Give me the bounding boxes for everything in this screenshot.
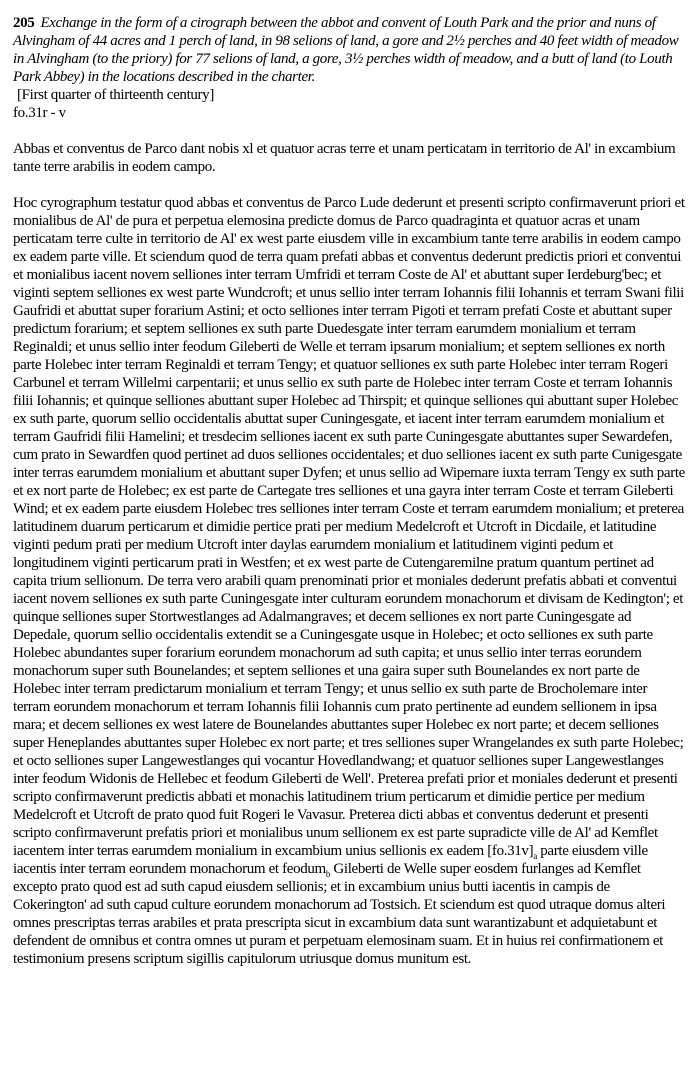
entry-heading-text: Exchange in the form of a cirograph between the abbot and convent of Louth Park and the prior and nuns of Alvingham of 44 acres and 1 perch of land, in 98 selions of land, a gore and 2½ perches and 40 feet width of meadow in Alvingham (to the priory) for 77 selions of land, a gore, 3½ perches width of meadow, and a butt of land (to Louth Park Abbey) in the locations described in the charter. — [13, 15, 679, 85]
charter-body-part-1: Hoc cyrographum testatur quod abbas et conventus de Parco Lude dederunt et presenti scripto confirmaverunt priori et monialibus de Al' de pura et perpetua elemosina predicte domus de Parco quadraginta et quatuor acras et unam perticatam terre culte in territorio de Al' ex west parte eiusdem ville in excambium tante terre arabilis in eodem campo ex eadem parte ville. Et sciendum quod de terra quam prefati abbas et conventus dederunt predictis priori et conventui et monialibus iacent novem selliones inter terram Umfridi et terram Coste de Al' et abuttant super Ierdeburg'bec; et viginti septem selliones ex west parte Wundcroft; et unus sellio inter terram Iohannis filii Iohannis et terram Swani filii Gaufridi et abuttat super forarium Astini; et octo selliones inter terram Pigoti et terram prefati Coste et abuttant super predictum forarium; et septem selliones ex suth parte Duedesgate inter terram earumdem monialium et terram Reginaldi; et unus sellio inter feodum Gileberti de Welle et terram ipsarum monialium; et septem selliones ex north parte Holebec inter terram Reginaldi et terram Tengy; et quatuor selliones ex suth parte Holebec inter terram Rogeri Carbunel et terram Willelmi carpentarii; et unus sellio ex suth parte de Holebec inter terram Coste et terram Iohannis filii Iohannis; et quinque selliones abuttant super Holebec ad Thirspit; et quinque selliones qui abuttant super Holebec ex suth parte, quorum sellio occidentalis abuttat super Cuningesgate, et iacent inter terram earumdem monialium et terram Gaufridi filii Hamelini; et tresdecim selliones iacent ex suth parte Cuningesgate abuttantes super Sewardefen, cum prato in Sewardfen quod pertinet ad duos selliones occidentales; et duo selliones iacent ex suth parte Cunigesgate inter terras earumdem monialium et abuttant super Dyfen; et unus sellio ad Wipemare iuxta terram Tengy ex suth parte et ex nort parte de Holebec; ex est parte de Cartegate tres selliones et una gayra inter terram Coste et terram Gileberti Wind; et ex eadem parte eiusdem Holebec tres selliones inter terram Coste et terram earumdem monialium; et preterea latitudinem duarum perticarum et dimidie pertice prati per medium Medelcroft et Utcroft in Dicdaile, et latitudine viginti pedum prati per medium Utcroft inter daylas earumdem monialium et latitudinem viginti pedum et longitudinem viginti perticarum prati in Westfen; et ex west parte de Cutengaremilne pratum quantum pertinet ad capita trium sellionum. De terra vero arabili quam prenominati prior et moniales dederunt prefatis abbati et conventui iacent novem selliones ex suth parte Cuningesgate inter culturam eorundem monachorum et divisam de Kedington'; et quinque selliones super Stortwestlanges ad Adalmangraves; et decem selliones ex nort parte Cuningesgate ad Depedale, quorum sellio occidentalis extendit se a Cuningesgate usque in Holebec; et octo selliones ex suth parte Holebec abundantes super forarium eorundem monachorum ad suth capita; et unus sellio inter terras eorundem monachorum super suth Bounelandes; et septem selliones et una gaira super suth Bounelandes ex nort parte de Holebec inter terram predictarum monialium et terram Tengy; et unus sellio ex suth parte de Brocholemare inter terram eorundem monachorum et terram Iohannis filii Iohannis cum prato pertinente ad eundem sellionem in ipsa mara; et decem selliones ex west latere de Bounelandes abuttantes super Holebec ex nort parte; et decem selliones super Heneplandes abuttantes super Holebec ex nort parte; et tres selliones super Wrangelandes ex suth parte Holebec; et octo selliones super Langewestlanges qui vocantur Hovedlandwang; et quatuor selliones super Langewestlanges inter feodum Widonis de Hellebec et feodum Gileberti de Well'. Preterea prefati prior et moniales dederunt et presenti scripto confirmaverunt predictis abbati et monachis latitudinem trium perticarum et dimidie pertice per medium Medelcroft et Utcroft de prato quod fuit Rogeri le Vavasur. Preterea dicti abbas et conventus dederunt et presenti scripto confirmaverunt prefatis priori et monialibus unum sellionem ex est parte supradicte ville de Al' ad Kemflet iacentem inter terras earumdem monialium in excambium unius sellionis ex eadem [fo.31v] — [13, 195, 685, 859]
footnote-marker-b: b — [325, 869, 331, 879]
latin-summary: Abbas et conventus de Parco dant nobis xl et quatuor acras terre et unam perticatam in territorio de Al' in excambium tante terre arabilis in eodem campo. — [13, 141, 676, 175]
folio-reference: fo.31r - v — [13, 105, 66, 121]
entry-number: 205 — [13, 15, 35, 31]
entry-date: [First quarter of thirteenth century] — [17, 87, 214, 103]
charter-body-part-2: parte eiusdem ville iacentis inter terram eorundem monachorum et feodum — [13, 843, 648, 877]
entry-heading — [13, 14, 685, 86]
charter-body — [13, 194, 685, 968]
charter-body-part-3: Gileberti de Welle super eosdem furlanges ad Kemflet excepto prato quod est ad suth capud eiusdem sellionis; et in excambium unius butti iacentis in campis de Cokerington' ad suth capud culture eorundem monachorum ad Tostsich. Et sciendum est quod utraque domus alteri omnes prescriptas terras arabiles et prata prescripta sicut in excambium data sunt warantizabunt et adquietabunt et defendent de omnibus et contra omnes ut puram et perpetuam elemosinam suam. Et in huius rei confirmationem et testimonium presens scriptum sigillis capitulorum utriusque domus munitum est. — [13, 861, 666, 967]
charter-document — [13, 14, 685, 968]
footnote-marker-a: a — [533, 851, 537, 861]
